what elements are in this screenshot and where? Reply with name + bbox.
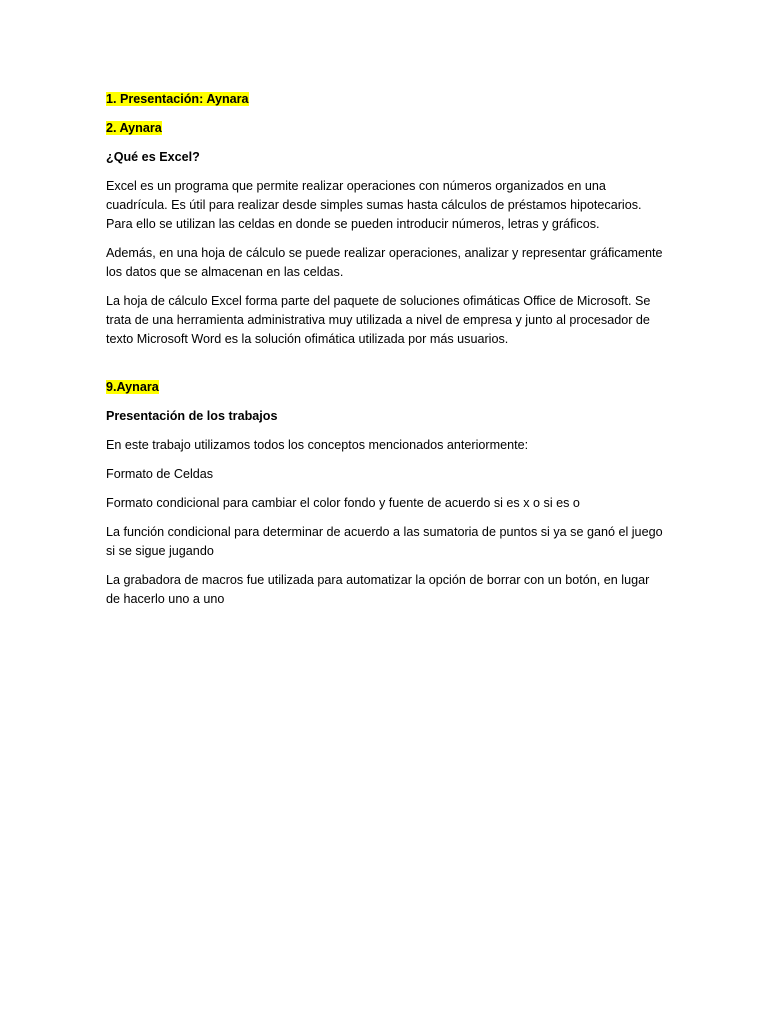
paragraph-excel-definition: Excel es un programa que permite realizar operaciones con números organizados en una cuadrícula. Es útil para realizar desde simples sumas hasta cálculos de préstamos hipotecarios. Para ello se utilizan las celdas en donde se pueden introducir números, letras y gráficos. <box>106 179 642 231</box>
question-heading: ¿Qué es Excel? <box>106 150 200 164</box>
highlighted-text: 9.Aynara <box>106 380 159 394</box>
paragraph-item-formato-celdas: Formato de Celdas <box>106 467 214 481</box>
highlighted-text: 1. Presentación: Aynara <box>106 92 249 106</box>
paragraph-item-formato-condicional: Formato condicional para cambiar el color fondo y fuente de acuerdo si es x o si es o <box>106 496 580 510</box>
heading-aynara-9 <box>106 378 666 397</box>
highlighted-text: 2. Aynara <box>106 121 162 135</box>
heading-presentacion <box>106 90 666 109</box>
paragraph-intro: En este trabajo utilizamos todos los conceptos mencionados anteriormente: <box>106 438 529 452</box>
paragraph-excel-office: La hoja de cálculo Excel forma parte del paquete de soluciones ofimáticas Office de Microsoft. Se trata de una herramienta administrativa muy utilizada a nivel de empresa y junto al procesador de texto Microsoft Word es la solución ofimática utilizada por más usuarios. <box>106 294 651 346</box>
blank-line <box>106 359 666 378</box>
paragraph-excel-uses: Además, en una hoja de cálculo se puede realizar operaciones, analizar y representar gráficamente los datos que se almacenan en las celdas. <box>106 246 663 279</box>
heading-aynara-2 <box>106 119 666 138</box>
paragraph-item-macros: La grabadora de macros fue utilizada para automatizar la opción de borrar con un botón, en lugar de hacerlo uno a uno <box>106 573 650 606</box>
subheading-trabajos: Presentación de los trabajos <box>106 409 278 423</box>
paragraph-item-funcion-condicional: La función condicional para determinar de acuerdo a las sumatoria de puntos si ya se ganó el juego si se sigue jugando <box>106 525 663 558</box>
document-body <box>106 90 666 619</box>
